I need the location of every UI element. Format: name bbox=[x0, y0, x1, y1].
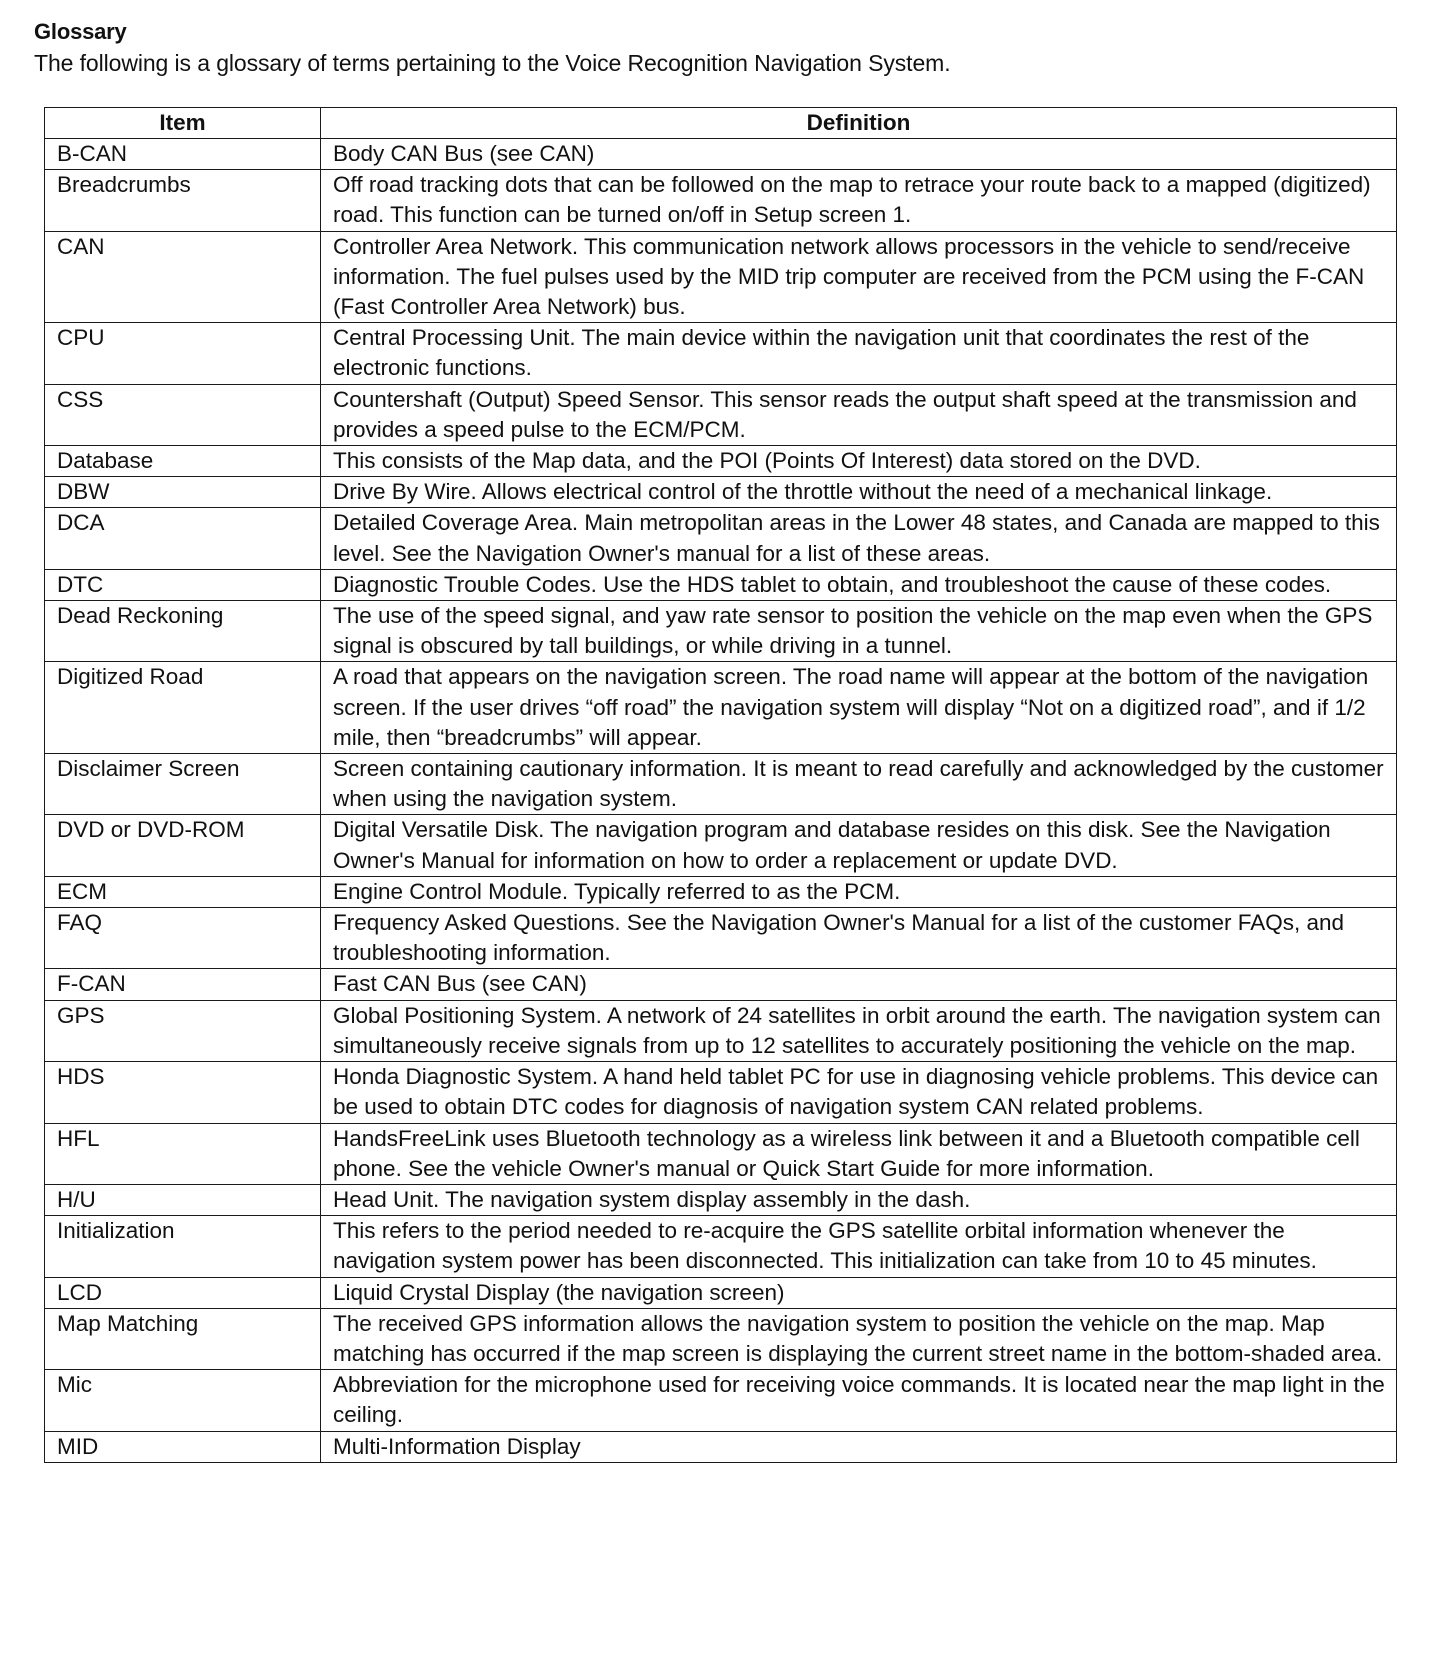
table-row bbox=[45, 876, 1397, 907]
glossary-definition: Fast CAN Bus (see CAN) bbox=[321, 969, 1397, 1000]
table-row bbox=[45, 754, 1397, 815]
glossary-definition: Digital Versatile Disk. The navigation program and database resides on this disk. See the Navigation Owner's Manual for information on how to order a replacement or update DVD. bbox=[321, 815, 1397, 876]
glossary-definition: Off road tracking dots that can be followed on the map to retrace your route back to a mapped (digitized) road. This function can be turned on/off in Setup screen 1. bbox=[321, 170, 1397, 231]
glossary-definition: Engine Control Module. Typically referred to as the PCM. bbox=[321, 876, 1397, 907]
glossary-definition: Honda Diagnostic System. A hand held tablet PC for use in diagnosing vehicle problems. This device can be used to obtain DTC codes for diagnosis of navigation system CAN related problems. bbox=[321, 1062, 1397, 1123]
glossary-term: Disclaimer Screen bbox=[45, 754, 321, 815]
table-row bbox=[45, 601, 1397, 662]
table-row bbox=[45, 1184, 1397, 1215]
glossary-definition: Liquid Crystal Display (the navigation screen) bbox=[321, 1277, 1397, 1308]
glossary-definition: Multi-Information Display bbox=[321, 1431, 1397, 1462]
glossary-definition: Abbreviation for the microphone used for receiving voice commands. It is located near the map light in the ceiling. bbox=[321, 1370, 1397, 1431]
table-row bbox=[45, 323, 1397, 384]
glossary-term: CAN bbox=[45, 231, 321, 323]
glossary-term: Initialization bbox=[45, 1216, 321, 1277]
glossary-definition: Drive By Wire. Allows electrical control of the throttle without the need of a mechanical linkage. bbox=[321, 477, 1397, 508]
table-row bbox=[45, 1216, 1397, 1277]
column-header-item: Item bbox=[45, 108, 321, 139]
table-row bbox=[45, 908, 1397, 969]
table-row bbox=[45, 569, 1397, 600]
glossary-term: Dead Reckoning bbox=[45, 601, 321, 662]
glossary-definition: Body CAN Bus (see CAN) bbox=[321, 139, 1397, 170]
table-row bbox=[45, 662, 1397, 754]
table-row bbox=[45, 477, 1397, 508]
glossary-term: DBW bbox=[45, 477, 321, 508]
table-row bbox=[45, 170, 1397, 231]
glossary-term: B-CAN bbox=[45, 139, 321, 170]
table-row bbox=[45, 384, 1397, 445]
glossary-term: MID bbox=[45, 1431, 321, 1462]
table-header-row bbox=[45, 108, 1397, 139]
table-row bbox=[45, 1000, 1397, 1061]
glossary-term: F-CAN bbox=[45, 969, 321, 1000]
glossary-definition: Head Unit. The navigation system display assembly in the dash. bbox=[321, 1184, 1397, 1215]
glossary-term: DTC bbox=[45, 569, 321, 600]
glossary-term: FAQ bbox=[45, 908, 321, 969]
table-row bbox=[45, 815, 1397, 876]
glossary-definition: Screen containing cautionary information. It is meant to read carefully and acknowledged by the customer when using the navigation system. bbox=[321, 754, 1397, 815]
glossary-definition: Central Processing Unit. The main device within the navigation unit that coordinates the rest of the electronic functions. bbox=[321, 323, 1397, 384]
glossary-term: Database bbox=[45, 446, 321, 477]
glossary-definition: This refers to the period needed to re-acquire the GPS satellite orbital information whenever the navigation system power has been disconnected. This initialization can take from 10 to 45 minutes. bbox=[321, 1216, 1397, 1277]
table-row bbox=[45, 969, 1397, 1000]
glossary-term: CSS bbox=[45, 384, 321, 445]
glossary-term: H/U bbox=[45, 1184, 321, 1215]
glossary-body bbox=[45, 139, 1397, 1463]
glossary-definition: Diagnostic Trouble Codes. Use the HDS tablet to obtain, and troubleshoot the cause of these codes. bbox=[321, 569, 1397, 600]
glossary-term: DVD or DVD-ROM bbox=[45, 815, 321, 876]
table-row bbox=[45, 1370, 1397, 1431]
glossary-term: Breadcrumbs bbox=[45, 170, 321, 231]
glossary-term: ECM bbox=[45, 876, 321, 907]
glossary-definition: A road that appears on the navigation screen. The road name will appear at the bottom of the navigation screen. If the user drives “off road” the navigation system will display “Not on a digitized road”, and if 1/2 mile, then “breadcrumbs” will appear. bbox=[321, 662, 1397, 754]
glossary-term: DCA bbox=[45, 508, 321, 569]
table-row bbox=[45, 1277, 1397, 1308]
glossary-term: Mic bbox=[45, 1370, 321, 1431]
glossary-term: HDS bbox=[45, 1062, 321, 1123]
glossary-term: GPS bbox=[45, 1000, 321, 1061]
table-row bbox=[45, 139, 1397, 170]
page-title: Glossary bbox=[34, 19, 127, 44]
glossary-table bbox=[44, 107, 1397, 1463]
glossary-term: Digitized Road bbox=[45, 662, 321, 754]
glossary-definition: This consists of the Map data, and the POI (Points Of Interest) data stored on the DVD. bbox=[321, 446, 1397, 477]
glossary-definition: Countershaft (Output) Speed Sensor. This sensor reads the output shaft speed at the transmission and provides a speed pulse to the ECM/PCM. bbox=[321, 384, 1397, 445]
table-row bbox=[45, 1431, 1397, 1462]
glossary-term: LCD bbox=[45, 1277, 321, 1308]
table-row bbox=[45, 1123, 1397, 1184]
glossary-term: HFL bbox=[45, 1123, 321, 1184]
table-row bbox=[45, 231, 1397, 323]
glossary-definition: The use of the speed signal, and yaw rate sensor to position the vehicle on the map even when the GPS signal is obscured by tall buildings, or while driving in a tunnel. bbox=[321, 601, 1397, 662]
intro-text: The following is a glossary of terms pertaining to the Voice Recognition Navigation System. bbox=[34, 50, 951, 76]
glossary-definition: Frequency Asked Questions. See the Navigation Owner's Manual for a list of the customer FAQs, and troubleshooting information. bbox=[321, 908, 1397, 969]
column-header-definition: Definition bbox=[321, 108, 1397, 139]
glossary-definition: The received GPS information allows the navigation system to position the vehicle on the map. Map matching has occurred if the map screen is displaying the current street name in the bottom-shaded area. bbox=[321, 1308, 1397, 1369]
table-row bbox=[45, 1308, 1397, 1369]
table-row bbox=[45, 1062, 1397, 1123]
glossary-term: Map Matching bbox=[45, 1308, 321, 1369]
glossary-definition: Global Positioning System. A network of 24 satellites in orbit around the earth. The navigation system can simultaneously receive signals from up to 12 satellites to accurately positioning the vehicle on the map. bbox=[321, 1000, 1397, 1061]
table-row bbox=[45, 446, 1397, 477]
table-row bbox=[45, 508, 1397, 569]
glossary-definition: Detailed Coverage Area. Main metropolitan areas in the Lower 48 states, and Canada are mapped to this level. See the Navigation Owner's manual for a list of these areas. bbox=[321, 508, 1397, 569]
glossary-definition: Controller Area Network. This communication network allows processors in the vehicle to send/receive information. The fuel pulses used by the MID trip computer are received from the PCM using the F-CAN (Fast Controller Area Network) bus. bbox=[321, 231, 1397, 323]
glossary-definition: HandsFreeLink uses Bluetooth technology as a wireless link between it and a Bluetooth compatible cell phone. See the vehicle Owner's manual or Quick Start Guide for more information. bbox=[321, 1123, 1397, 1184]
glossary-term: CPU bbox=[45, 323, 321, 384]
